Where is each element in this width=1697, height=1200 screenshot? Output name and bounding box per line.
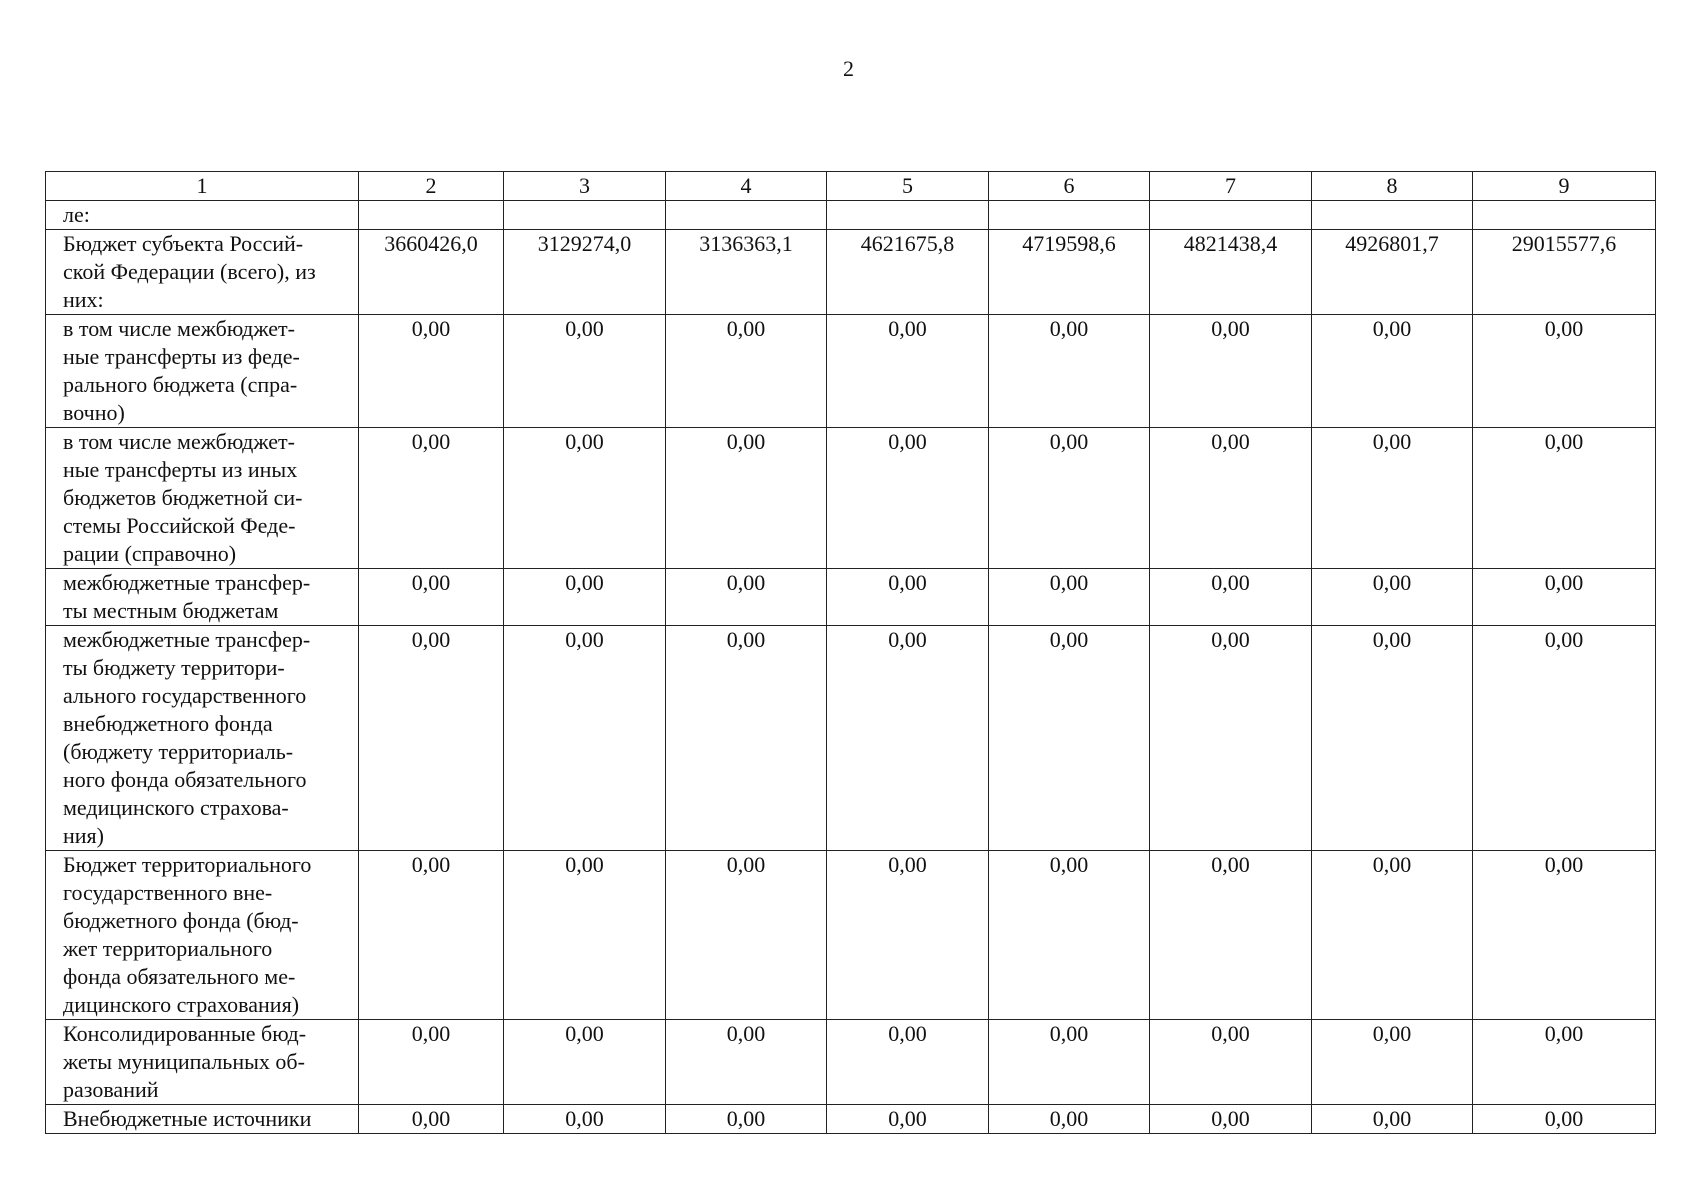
value-cell: 0,00 — [666, 569, 827, 626]
value-cell: 0,00 — [989, 1020, 1150, 1105]
value-cell: 4621675,8 — [827, 230, 989, 315]
row-label-cell — [46, 1020, 359, 1105]
column-header: 4 — [666, 172, 827, 201]
row-label-line: ле: — [63, 202, 90, 227]
value-cell: 0,00 — [989, 569, 1150, 626]
page-number: 2 — [843, 56, 854, 81]
row-label-line: рации (справочно) — [63, 541, 237, 566]
row-label-line: бюджетов бюджетной си- — [63, 485, 303, 510]
value-cell: 0,00 — [1150, 428, 1312, 569]
column-header: 6 — [989, 172, 1150, 201]
value-cell: 0,00 — [1473, 1020, 1656, 1105]
value-cell: 3136363,1 — [666, 230, 827, 315]
value-cell: 0,00 — [1312, 569, 1473, 626]
value-cell: 0,00 — [989, 428, 1150, 569]
row-label-cell — [46, 626, 359, 851]
value-cell: 0,00 — [989, 851, 1150, 1020]
row-label-line: ные трансферты из феде- — [63, 344, 300, 369]
row-label-line: ты местным бюджетам — [63, 598, 279, 623]
value-cell: 0,00 — [1150, 851, 1312, 1020]
table-row — [46, 626, 1656, 851]
row-label-line: ные трансферты из иных — [63, 457, 298, 482]
column-header: 5 — [827, 172, 989, 201]
value-cell: 0,00 — [1473, 626, 1656, 851]
row-label-line: дицинского страхования) — [63, 992, 300, 1017]
value-cell: 0,00 — [504, 315, 666, 428]
row-label-line: Бюджет субъекта Россий- — [63, 231, 304, 256]
value-cell: 0,00 — [1150, 626, 1312, 851]
column-header: 8 — [1312, 172, 1473, 201]
table-row — [46, 201, 1656, 230]
value-cell: 0,00 — [1150, 1105, 1312, 1134]
value-cell: 0,00 — [827, 1105, 989, 1134]
column-header: 9 — [1473, 172, 1656, 201]
table-row — [46, 315, 1656, 428]
table-row — [46, 569, 1656, 626]
row-label-line: фонда обязательного ме- — [63, 964, 296, 989]
row-label-line: них: — [63, 287, 104, 312]
column-header: 2 — [359, 172, 504, 201]
row-label-line: Консолидированные бюд- — [63, 1021, 307, 1046]
value-cell: 0,00 — [666, 428, 827, 569]
value-cell: 0,00 — [1473, 569, 1656, 626]
value-cell: 0,00 — [504, 1105, 666, 1134]
value-cell: 0,00 — [359, 569, 504, 626]
row-label-line: межбюджетные трансфер- — [63, 627, 311, 652]
table-row — [46, 230, 1656, 315]
value-cell: 0,00 — [989, 626, 1150, 851]
value-cell — [504, 201, 666, 230]
row-label-line: Бюджет территориального — [63, 852, 312, 877]
row-label-line: в том числе межбюджет- — [63, 429, 295, 454]
row-label-line: рального бюджета (спра- — [63, 372, 298, 397]
value-cell — [359, 201, 504, 230]
value-cell — [827, 201, 989, 230]
row-label-line: государственного вне- — [63, 880, 273, 905]
value-cell — [989, 201, 1150, 230]
row-label-cell — [46, 230, 359, 315]
value-cell: 0,00 — [666, 851, 827, 1020]
value-cell: 29015577,6 — [1473, 230, 1656, 315]
row-label-line: жет территориального — [63, 936, 273, 961]
value-cell — [1150, 201, 1312, 230]
row-label-cell — [46, 851, 359, 1020]
table-row — [46, 428, 1656, 569]
value-cell: 0,00 — [1473, 851, 1656, 1020]
value-cell: 0,00 — [827, 851, 989, 1020]
value-cell: 0,00 — [827, 1020, 989, 1105]
row-label-line: разований — [63, 1077, 159, 1102]
row-label-cell — [46, 315, 359, 428]
value-cell: 0,00 — [504, 428, 666, 569]
value-cell: 0,00 — [989, 315, 1150, 428]
value-cell: 0,00 — [359, 1020, 504, 1105]
row-label-line: медицинского страхова- — [63, 795, 289, 820]
value-cell: 4926801,7 — [1312, 230, 1473, 315]
row-label-line: ской Федерации (всего), из — [63, 259, 316, 284]
row-label-line: Внебюджетные источники — [63, 1106, 312, 1131]
value-cell — [1312, 201, 1473, 230]
column-header: 7 — [1150, 172, 1312, 201]
value-cell — [666, 201, 827, 230]
row-label-cell — [46, 428, 359, 569]
row-label-line: вочно) — [63, 400, 125, 425]
value-cell: 0,00 — [666, 1105, 827, 1134]
row-label-line: ты бюджету территори- — [63, 655, 285, 680]
value-cell: 3129274,0 — [504, 230, 666, 315]
value-cell: 0,00 — [1312, 315, 1473, 428]
value-cell: 0,00 — [827, 428, 989, 569]
value-cell — [1473, 201, 1656, 230]
value-cell: 0,00 — [827, 626, 989, 851]
value-cell: 0,00 — [827, 315, 989, 428]
value-cell: 0,00 — [359, 315, 504, 428]
value-cell: 0,00 — [359, 851, 504, 1020]
column-header: 3 — [504, 172, 666, 201]
row-label-line: ального государственного — [63, 683, 307, 708]
value-cell: 0,00 — [504, 1020, 666, 1105]
table-row — [46, 851, 1656, 1020]
value-cell: 0,00 — [359, 1105, 504, 1134]
value-cell: 0,00 — [666, 315, 827, 428]
row-label-line: ного фонда обязательного — [63, 767, 307, 792]
value-cell: 3660426,0 — [359, 230, 504, 315]
value-cell: 0,00 — [1150, 1020, 1312, 1105]
value-cell: 4719598,6 — [989, 230, 1150, 315]
row-label-cell — [46, 569, 359, 626]
row-label-line: внебюджетного фонда — [63, 711, 273, 736]
value-cell: 0,00 — [504, 626, 666, 851]
table-body — [46, 201, 1656, 1134]
value-cell: 0,00 — [989, 1105, 1150, 1134]
value-cell: 0,00 — [359, 428, 504, 569]
row-label-line: бюджетного фонда (бюд- — [63, 908, 299, 933]
row-label-line: стемы Российской Феде- — [63, 513, 296, 538]
row-label-line: ния) — [63, 823, 104, 848]
value-cell: 0,00 — [359, 626, 504, 851]
value-cell: 0,00 — [504, 569, 666, 626]
row-label-cell — [46, 1105, 359, 1134]
row-label-cell — [46, 201, 359, 230]
value-cell: 0,00 — [1312, 851, 1473, 1020]
table-header-row — [46, 172, 1656, 201]
value-cell: 0,00 — [1150, 569, 1312, 626]
value-cell: 0,00 — [1473, 428, 1656, 569]
value-cell: 0,00 — [1473, 1105, 1656, 1134]
table-row — [46, 1020, 1656, 1105]
table-row — [46, 1105, 1656, 1134]
value-cell: 4821438,4 — [1150, 230, 1312, 315]
value-cell: 0,00 — [1312, 1020, 1473, 1105]
column-header: 1 — [46, 172, 359, 201]
value-cell: 0,00 — [1312, 1105, 1473, 1134]
value-cell: 0,00 — [666, 626, 827, 851]
value-cell: 0,00 — [1473, 315, 1656, 428]
value-cell: 0,00 — [1312, 626, 1473, 851]
value-cell: 0,00 — [827, 569, 989, 626]
value-cell: 0,00 — [1150, 315, 1312, 428]
row-label-line: в том числе межбюджет- — [63, 316, 295, 341]
value-cell: 0,00 — [504, 851, 666, 1020]
value-cell: 0,00 — [666, 1020, 827, 1105]
row-label-line: (бюджету территориаль- — [63, 739, 294, 764]
row-label-line: жеты муниципальных об- — [63, 1049, 305, 1074]
budget-table — [45, 171, 1656, 1134]
row-label-line: межбюджетные трансфер- — [63, 570, 311, 595]
value-cell: 0,00 — [1312, 428, 1473, 569]
